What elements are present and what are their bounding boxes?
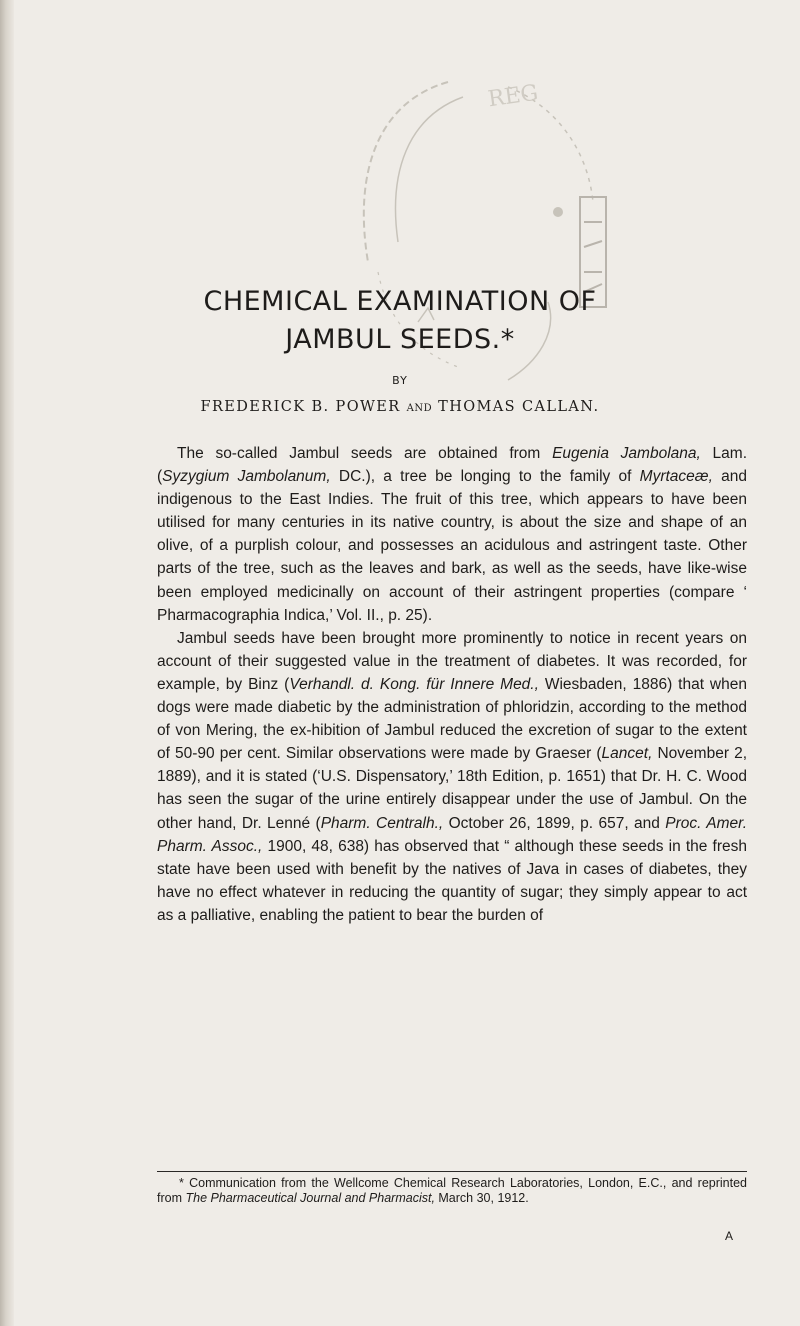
p2-italic-3: Pharm. Centralh.,	[320, 814, 444, 832]
paragraph-2	[157, 627, 747, 927]
p2-text-3: November 2, 1889), and it is stated (‘U.S. Dispensatory,’ 18th Edition, p. 1651) that Dr. H. C. Wood has seen the sugar of the urine entirely disappear under the use of Jambul. On the other hand, Dr. Lenné (	[157, 745, 747, 832]
footnote-italic-1: The Pharmaceutical Journal and Pharmacist,	[185, 1191, 435, 1205]
paper-title-line-2: JAMBUL SEEDS.*	[285, 324, 515, 355]
signature-mark: A	[725, 1229, 734, 1243]
byline: BY	[392, 374, 408, 387]
footnote-divider	[157, 1171, 747, 1172]
stamp-text: REG	[486, 80, 540, 113]
p1-italic-2: Syzygium Jambolanum,	[162, 468, 331, 486]
p2-text-1: Jambul seeds have been brought more prominently to notice in recent years on account of their suggested value in the treatment of diabetes. It was recorded, for example, by Binz (	[157, 629, 747, 693]
p1-text-4: and indigenous to the East Indies. The fruit of this tree, which appears to have been utilised for many centuries in its native country, is about the size and shape of an olive, of a purplish colour, and possesses an acidulous and astringent taste. Other parts of the tree, such as the leaves and bark, as well as the seeds, have like-wise been employed medicinally on account of their astringent properties (compare ‘ Pharmacographia Indica,’ Vol. II., p. 25).	[157, 468, 747, 624]
paper-title-line-1: CHEMICAL EXAMINATION OF	[203, 286, 597, 317]
author-second: THOMAS CALLAN.	[438, 399, 600, 415]
p1-text-1: The so-called Jambul seeds are obtained from	[177, 445, 553, 462]
p1-italic-1: Eugenia Jambolana,	[552, 445, 701, 462]
p2-text-2: Wiesbaden, 1886) that when dogs were made diabetic by the administration of phloridzin, according to the method of von Mering, the ex-hibition of Jambul reduced the excretion of sugar to the extent of 50-90 per cent. Similar observations were made by Graeser (	[157, 675, 747, 763]
footnote	[157, 1176, 747, 1206]
p2-italic-4: Proc. Amer. Pharm. Assoc.,	[157, 814, 748, 855]
p1-text-3: DC.), a tree be longing to the family of	[330, 468, 640, 486]
page-binding-edge	[0, 0, 14, 1326]
footnote-text-2: March 30, 1912.	[434, 1191, 529, 1205]
authors	[0, 399, 800, 415]
p2-italic-1: Verhandl. d. Kong. für Innere Med.,	[289, 675, 539, 693]
paper-body	[157, 442, 747, 927]
p2-italic-2: Lancet,	[601, 745, 653, 763]
p2-text-5: 1900, 48, 638) has observed that “ although these seeds in the fresh state have been used with benefit by the natives of Java in cases of diabetes, they have no effect whatever in reducing the quantity of sugar; they simply appear to act as a palliative, enabling the patient to bear the burden of	[157, 837, 747, 924]
footnote-text-1: * Communication from the Wellcome Chemical Research Laboratories, London, E.C., and reprinted from	[157, 1176, 747, 1205]
paragraph-1	[157, 442, 747, 627]
p1-text-2: Lam. (	[157, 445, 748, 486]
p1-italic-3: Myrtaceæ,	[639, 468, 713, 486]
p2-text-4: October 26, 1899, p. 657, and	[443, 814, 666, 832]
authors-conjunction: AND	[406, 403, 433, 414]
author-first: FREDERICK B. POWER	[200, 399, 401, 415]
